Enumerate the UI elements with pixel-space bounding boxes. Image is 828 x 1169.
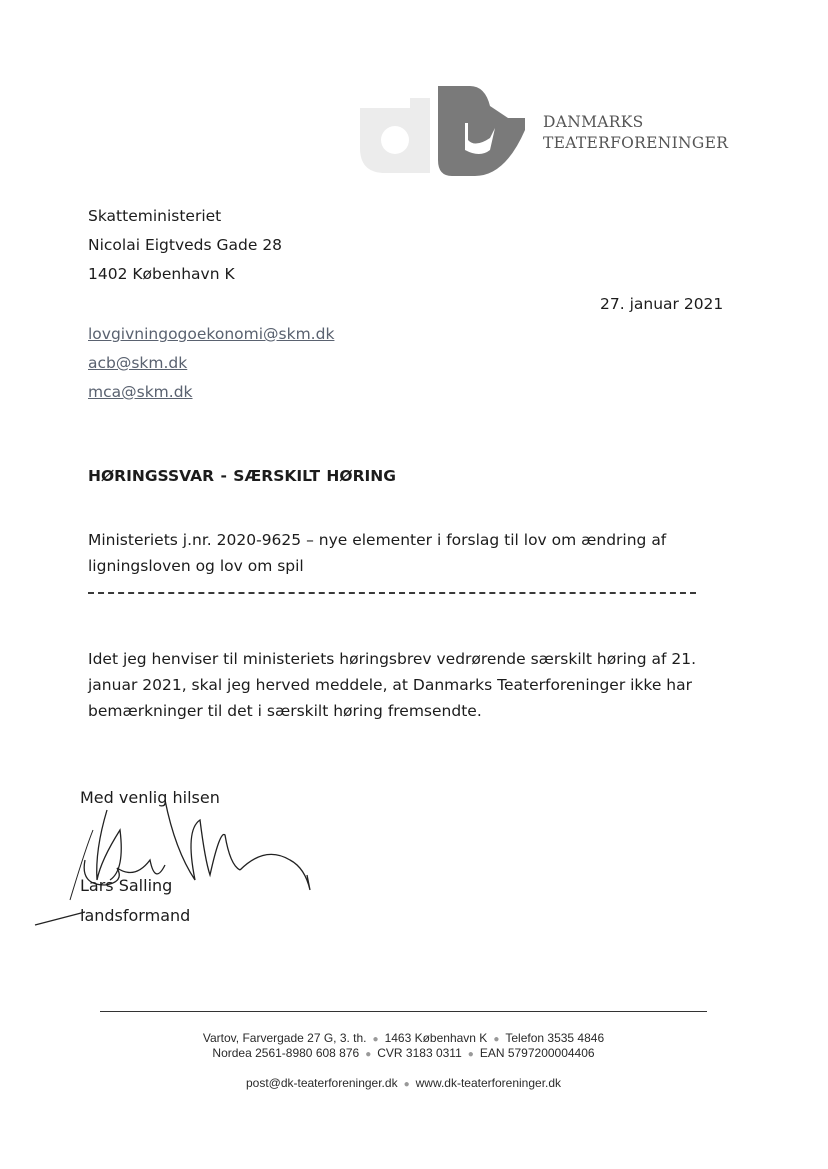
recipient-emails [88,320,334,407]
email-link[interactable]: mca@skm.dk [88,383,193,401]
footer-ean: EAN 5797200004406 [479,1046,595,1060]
footer-line2 [100,1046,707,1060]
body-paragraph: Idet jeg henviser til ministeriets høringsbrev vedrørende særskilt høring af 21. januar 2021, skal jeg herved meddele, at Danmarks Teaterforeninger ikke har bemærkninger til det i særskilt høring fremsendte. [88,650,697,720]
footer-divider [100,1011,707,1012]
closing-salutation: Med venlig hilsen [80,788,220,807]
footer-phone: Telefon 3535 4846 [505,1031,605,1045]
bullet-icon: ● [372,1034,379,1045]
dt-logo-icon [340,78,540,188]
footer-bank: Nordea 2561-8980 608 876 [212,1046,360,1060]
letter-subject: HØRINGSSVAR - SÆRSKILT HØRING [88,467,396,485]
letterhead-logo [340,78,740,188]
letter-date: 27. januar 2021 [600,295,724,313]
org-name-line1: DANMARKS [543,113,644,131]
bullet-icon: ● [365,1049,372,1060]
footer-line3 [100,1076,707,1090]
bullet-icon: ● [467,1049,474,1060]
bullet-icon: ● [403,1079,410,1090]
recipient-name: Skatteministeriet [88,207,222,225]
email-link[interactable]: lovgivningogoekonomi@skm.dk [88,325,335,343]
recipient-address [88,202,282,289]
org-name-line2: TEATERFORENINGER [543,134,729,152]
email-link[interactable]: acb@skm.dk [88,354,188,372]
signatory-title: landsformand [80,906,191,925]
footer-line1 [100,1031,707,1045]
footer-address: Vartov, Farvergade 27 G, 3. th. [202,1031,367,1045]
dashed-divider [88,592,696,594]
recipient-city: 1402 København K [88,265,235,283]
footer-web[interactable]: www.dk-teaterforeninger.dk [415,1076,562,1090]
footer-city: 1463 København K [384,1031,488,1045]
reference-paragraph: Ministeriets j.nr. 2020-9625 – nye elementer i forslag til lov om ændring af ligningsloven og lov om spil [88,531,667,575]
signatory-name: Lars Salling [80,876,173,895]
bullet-icon: ● [493,1034,500,1045]
recipient-street: Nicolai Eigtveds Gade 28 [88,236,283,254]
footer-cvr: CVR 3183 0311 [377,1046,462,1060]
footer-email[interactable]: post@dk-teaterforeninger.dk [245,1076,398,1090]
organization-name [543,112,728,154]
